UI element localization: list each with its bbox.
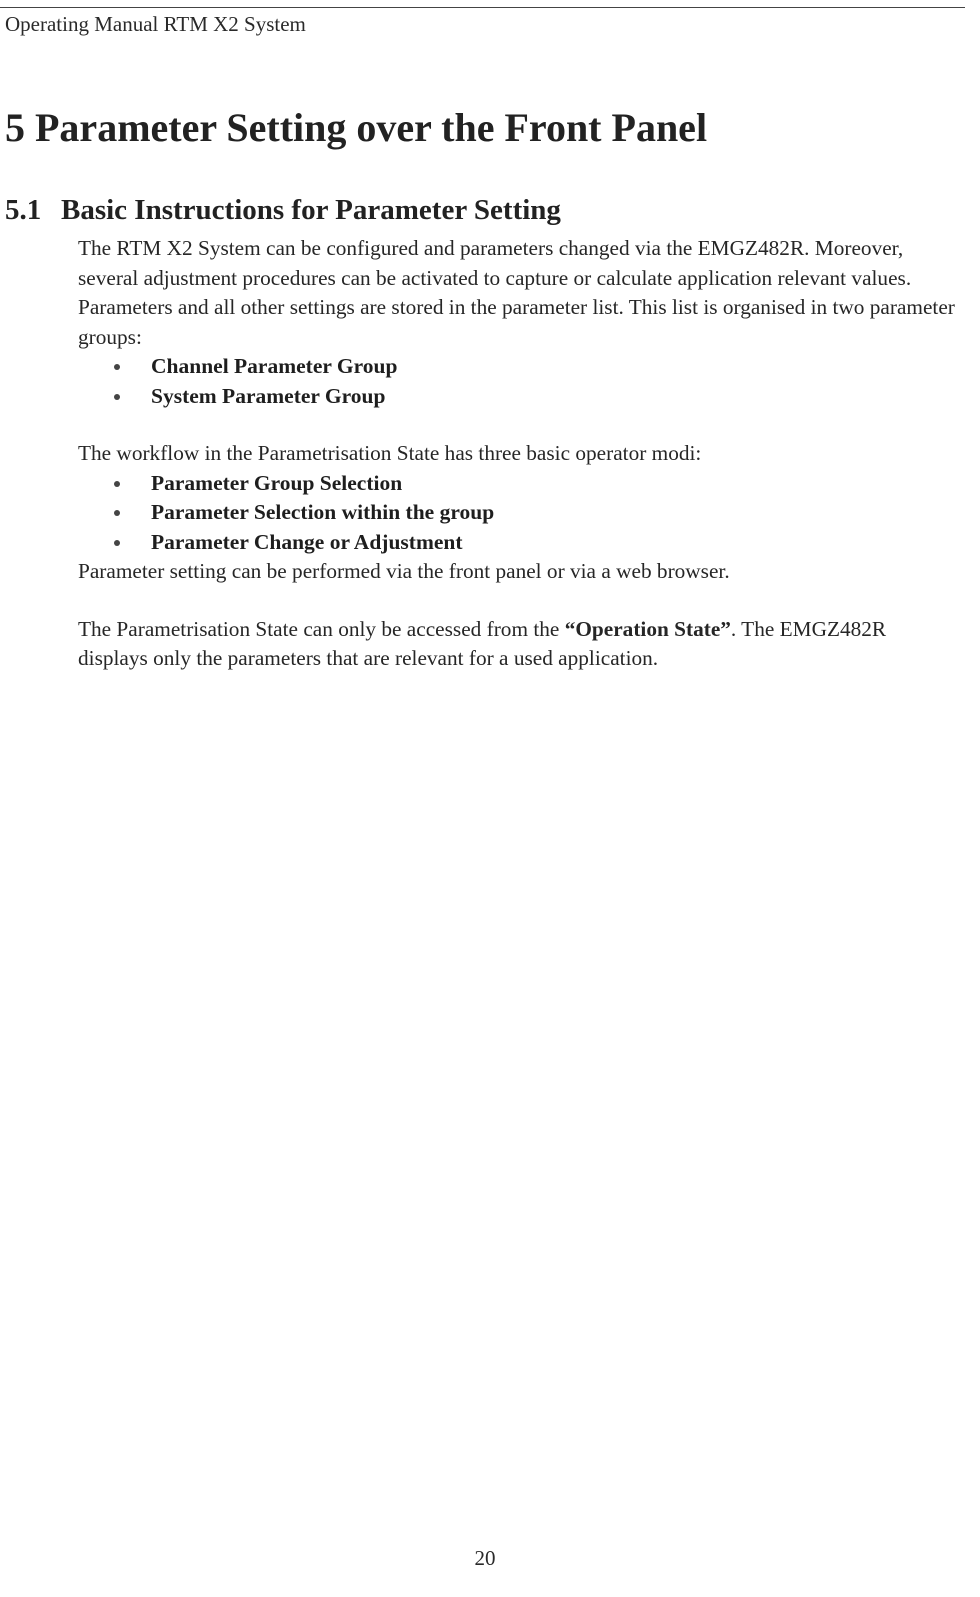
chapter-title: 5 Parameter Setting over the Front Panel [5, 105, 708, 150]
bullet-icon [114, 540, 120, 546]
list-item [78, 498, 958, 528]
list-item-label: Parameter Group Selection [151, 470, 403, 495]
bullet-icon [114, 394, 120, 400]
workflow-paragraph: The workflow in the Parametrisation State has three basic operator modi: [78, 441, 702, 465]
list-item-label: Channel Parameter Group [151, 354, 398, 378]
list-item [78, 382, 958, 412]
list-item [78, 528, 958, 558]
access-text: The Parametrisation State can only be accessed from the [78, 616, 565, 641]
parameter-groups-list [78, 352, 958, 411]
list-item-label: Parameter Selection within the group [151, 500, 495, 524]
header-rule [0, 7, 965, 8]
access-paragraph [78, 615, 958, 674]
operator-modi-list [78, 469, 958, 558]
section-content [78, 234, 958, 674]
list-item-label: System Parameter Group [151, 383, 386, 408]
section-title [5, 194, 561, 227]
section-number: 5.1 [5, 194, 42, 226]
running-header: Operating Manual RTM X2 System [5, 12, 306, 36]
page-number: 20 [474, 1546, 496, 1570]
list-item [78, 469, 958, 499]
access-text-end: . The EMGZ482R displays only the parameters that are relevant for a used application. [78, 616, 887, 670]
bullet-icon [114, 364, 120, 370]
list-item [78, 352, 958, 382]
bullet-icon [114, 510, 120, 516]
list-item-label: Parameter Change or Adjustment [151, 529, 463, 554]
setting-note-paragraph: Parameter setting can be performed via the front panel or via a web browser. [78, 559, 730, 583]
section-title-text: Basic Instructions for Parameter Setting [61, 194, 561, 226]
bullet-icon [114, 481, 120, 487]
operation-state-term: “Operation State” [564, 616, 731, 641]
intro-paragraph: The RTM X2 System can be configured and parameters changed via the EMGZ482R. Moreover, several adjustment procedures can be activated to capture or calculate application relevant values. Parameters and all other settings are stored in the parameter list. This list is organised in two parameter groups: [78, 236, 955, 349]
